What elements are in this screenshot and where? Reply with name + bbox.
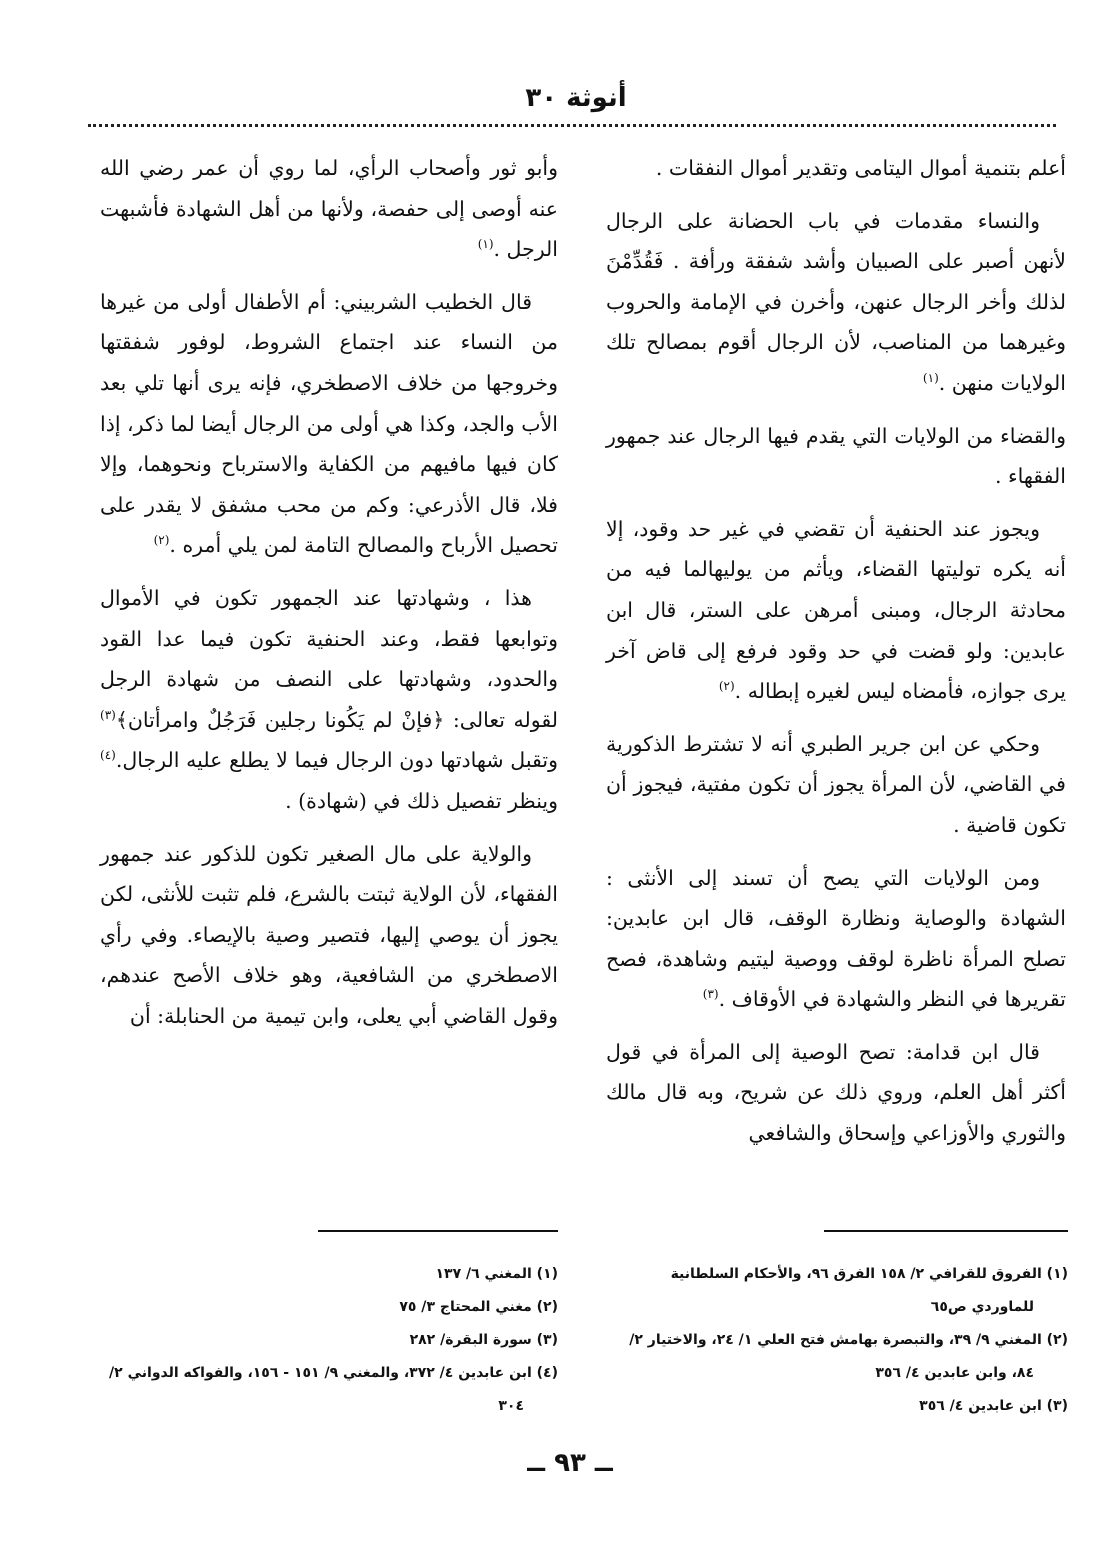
footnote-item: (٢) المغني ٩/ ٣٩، والتبصرة بهامش فتح العلي ١/ ٢٤، والاختيار ٢/ ٨٤، وابن عابدين ٤/ ٣٥٦ — [629, 1332, 1068, 1381]
left-column — [100, 148, 558, 1048]
header-dotted-rule — [88, 124, 1056, 127]
left-paragraph-1 — [100, 148, 558, 270]
left-paragraph-2-text: قال الخطيب الشربيني: أم الأطفال أولى من غيرها من النساء عند اجتماع الشروط، لوفور شفقتها وخروجها من خلاف الاصطخري، فإنه يرى أنها تلي بعد الأب والجد، وكذا هي أولى من الرجال أيضا لما ذكر، إذا كان فيها مافيهم من الكفاية والاسترباح ونحوهما، وإلا فلا، قال الأذرعي: وكم من محب مشفق لا يقدر على تحصيل الأرباح والمصالح التامة لمن يلي أمره . — [100, 289, 558, 558]
footnote-ref: (٢) — [718, 679, 735, 694]
left-paragraph-3 — [100, 578, 558, 822]
left-paragraph-3-text-c: وينظر تفصيل ذلك في (شهادة) . — [285, 788, 558, 813]
right-paragraph-5: وحكي عن ابن جرير الطبري أنه لا تشترط الذكورية في القاضي، لأن المرأة يجوز أن تكون مفتية، فيجوز أن تكون قاضية . — [606, 731, 1066, 837]
footnote-ref: (١) — [922, 371, 939, 386]
footnote-separator-left — [318, 1230, 558, 1232]
right-paragraph-6 — [606, 858, 1066, 1020]
right-paragraph-7: قال ابن قدامة: تصح الوصية إلى المرأة في قول أكثر أهل العلم، وروي ذلك عن شريح، وبه قال مالك والثوري والأوزاعي وإسحاق والشافعي — [606, 1039, 1066, 1146]
footnote-item: (٣) سورة البقرة/ ٢٨٢ — [409, 1332, 558, 1348]
left-paragraph-2 — [100, 282, 558, 566]
footnote-separator-right — [824, 1230, 1068, 1232]
footnote-ref: (٣) — [702, 987, 719, 1002]
footnote-item: (٤) ابن عابدين ٤/ ٣٧٢، والمغني ٩/ ١٥١ - ١٥٦، والفواكه الدواني ٢/ ٣٠٤ — [109, 1365, 558, 1414]
left-paragraph-4: والولاية على مال الصغير تكون للذكور عند جمهور الفقهاء، لأن الولاية ثبتت بالشرع، فلم تثبت للأنثى، لكن يجوز أن يوصي إليها، فتصير وصية بالإيصاء. وفي رأي الاصطخري من الشافعية، وهو خلاف الأصح عندهم، وقول القاضي أبي يعلى، وابن تيمية من الحنابلة: أن — [100, 841, 558, 1028]
running-header — [90, 80, 1062, 116]
footnotes-left — [100, 1258, 558, 1423]
right-paragraph-2-text: والنساء مقدمات في باب الحضانة على الرجال لأنهن أصبر على الصبيان وأشد شفقة ورأفة . فَقُدِّمْنَ لذلك وأخر الرجال عنهن، وأخرن في الإمامة والحروب وغيرهما من المناصب، لأن الرجال أقوم بمصالح تلك الولايات منهن . — [606, 208, 1066, 395]
footnote-item: (١) المغني ٦/ ١٣٧ — [435, 1266, 558, 1282]
page-number: ــ ٩٣ ــ — [527, 1448, 613, 1478]
footnote-ref: (٣) — [100, 707, 116, 722]
footnote-item: (٣) ابن عابدين ٤/ ٣٥٦ — [919, 1398, 1068, 1414]
left-paragraph-1-text: وأبو ثور وأصحاب الرأي، لما روي أن عمر رضي الله عنه أوصى إلى حفصة، ولأنها من أهل الشهادة فأشبهت الرجل . — [100, 156, 558, 262]
footnote-ref: (٤) — [100, 748, 116, 763]
right-paragraph-4 — [606, 509, 1066, 712]
footnotes-right — [606, 1258, 1068, 1423]
right-paragraph-6-text: ومن الولايات التي يصح أن تسند إلى الأنثى : الشهادة والوصاية ونظارة الوقف، قال ابن عابدين: تصلح المرأة ناظرة لوقف ووصية ليتيم وشاهدة، فصح تقريرها في النظر والشهادة في الأوقاف . — [606, 865, 1066, 1012]
right-paragraph-4-text: ويجوز عند الحنفية أن تقضي في غير حد وقود، إلا أنه يكره توليتها القضاء، ويأثم من يوليهالما فيه من محادثة الرجال، ومبنى أمرهن على الستر، قال ابن عابدين: ولو قضت في حد وقود فرفع إلى قاض آخر يرى جوازه، فأمضاه ليس لغيره إبطاله . — [606, 516, 1066, 704]
footnote-ref: (١) — [477, 237, 494, 252]
footnote-item: (٢) مغني المحتاج ٣/ ٧٥ — [399, 1299, 558, 1315]
footnote-item: (١) الفروق للقرافي ٢/ ١٥٨ الفرق ٩٦، والأحكام السلطانية للماوردي ص٦٥ — [670, 1266, 1068, 1315]
right-column — [606, 148, 1066, 1166]
right-paragraph-3: والقضاء من الولايات التي يقدم فيها الرجال عند جمهور الفقهاء . — [606, 423, 1066, 489]
left-paragraph-3-text-a: هذا ، وشهادتها عند الجمهور تكون في الأموال وتوابعها فقط، وعند الحنفية تكون فيما عدا القود والحدود، وشهادتها على النصف من شهادة الرجل لقوله تعالى: ﴿فإنْ لم يَكُونا رجلين فَرَجُلٌ وامرأتان﴾ — [100, 585, 558, 732]
footnote-ref: (٢) — [153, 533, 170, 548]
right-paragraph-1: أعلم بتنمية أموال اليتامى وتقدير أموال النفقات . — [655, 156, 1066, 180]
right-paragraph-2 — [606, 201, 1066, 404]
left-paragraph-3-text-b: وتقبل شهادتها دون الرجال فيما لا يطلع عليه الرجال. — [115, 748, 558, 773]
header-title: أنوثة ٣٠ — [525, 83, 627, 113]
